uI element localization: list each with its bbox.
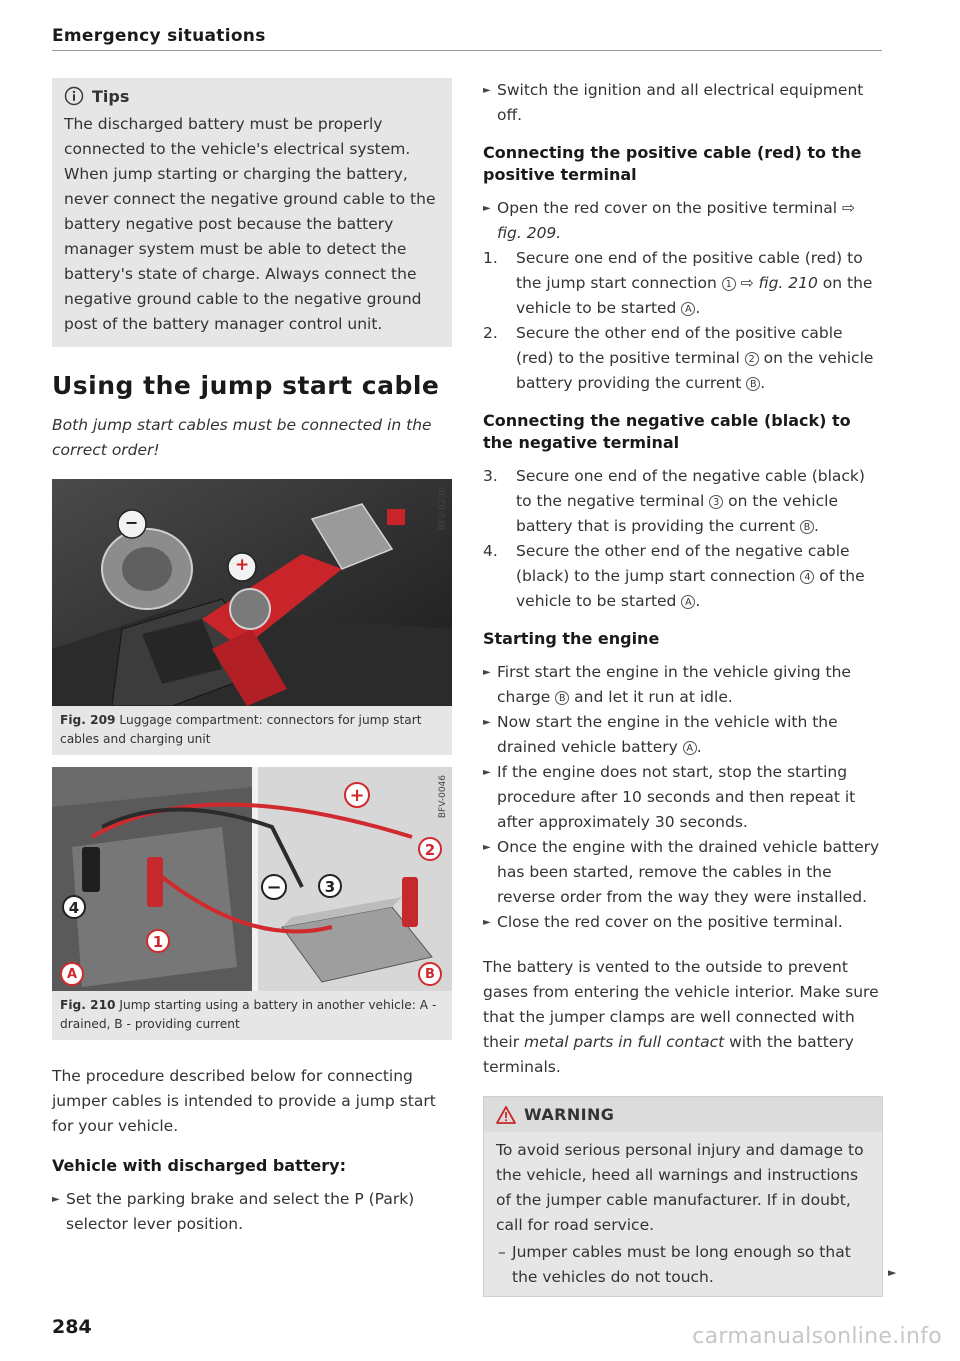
callout-a-icon: A	[681, 302, 695, 316]
jump-start-cable-connection-illustration	[52, 767, 452, 991]
start-bullet-1-text-a: First start the engine in the vehicle giving the charge	[497, 663, 851, 706]
warning-header	[484, 1097, 882, 1132]
negative-cable-heading: Connecting the negative cable (black) to the negative terminal	[483, 411, 851, 452]
right-column	[483, 78, 883, 1297]
info-icon	[64, 86, 84, 106]
step-2-number: 2.	[483, 324, 498, 342]
warning-triangle-icon	[496, 1106, 516, 1124]
callout-4-icon: 4	[800, 570, 814, 584]
step-2	[483, 321, 883, 396]
step-3-text-a: Secure one end of the negative cable (black) to the negative terminal	[516, 467, 865, 510]
figure-209-plus-label: +	[235, 555, 250, 575]
start-bullet-2-end: .	[696, 738, 702, 756]
start-bullet-1-text-b: and let it run at idle.	[569, 688, 733, 706]
warning-title: WARNING	[524, 1105, 615, 1124]
warning-dash-item: – Jumper cables must be long enough so that the vehicles do not touch.	[496, 1240, 870, 1290]
callout-b-icon: B	[800, 520, 814, 534]
vent-text-a: The battery is vented to the outside to prevent gases from entering the vehicle interior. Make sure that the jumper clamps are well connected with their	[483, 958, 879, 1051]
tips-header	[64, 86, 442, 106]
figure-209-code: BFV-0230	[438, 487, 448, 531]
start-bullet-1	[483, 660, 883, 710]
step-4-number: 4.	[483, 542, 498, 560]
step-2-text-b: on the vehicle battery providing the current	[516, 349, 874, 392]
step-1-number: 1.	[483, 249, 498, 267]
callout-b-icon: B	[555, 691, 569, 705]
step-3	[483, 464, 883, 539]
callout-2-icon: 2	[745, 352, 759, 366]
figure-210-caption-text: Jump starting using a battery in another vehicle: A - drained, B - providing current	[60, 998, 437, 1031]
step-3-text-b: on the vehicle battery that is providing the current	[516, 492, 838, 535]
figure-209-image	[52, 479, 452, 706]
figure-210-callout-4: 4	[62, 895, 86, 919]
start-bullet-4: ► Once the engine with the drained vehicle battery has been started, remove the cables in the reverse order from the way they were installed.	[483, 835, 883, 910]
step-4	[483, 539, 883, 614]
step-4-text-b: of the vehicle to be started	[516, 567, 865, 610]
callout-a-icon: A	[683, 741, 697, 755]
section-subtitle: Both jump start cables must be connected in the correct order!	[52, 416, 432, 459]
step-1-text-a: Secure one end of the positive cable (red) to the jump start connection	[516, 249, 863, 292]
figure-210-plus-label: +	[344, 782, 370, 808]
figure-210-code: BFV-0046	[438, 775, 448, 819]
tips-title: Tips	[92, 86, 130, 106]
figure-210-image	[52, 767, 452, 991]
warning-text: To avoid serious personal injury and damage to the vehicle, heed all warnings and instructions of the jumper cable manufacturer. If in doubt, call for road service.	[496, 1141, 864, 1234]
figure-210-minus-label: −	[261, 874, 287, 900]
section-heading: Using the jump start cable	[52, 371, 440, 400]
figure-209-minus-label: −	[125, 513, 139, 532]
step-4-end: .	[695, 592, 701, 610]
warning-body	[484, 1132, 882, 1296]
step-1	[483, 246, 883, 321]
red-cover-bullet	[483, 196, 883, 246]
step-1-text-b: on the vehicle to be started	[516, 274, 873, 317]
figure-209	[52, 479, 452, 755]
vent-emphasis: metal parts in full contact	[524, 1033, 725, 1051]
step-2-end: .	[760, 374, 766, 392]
figure-209-caption-text: Luggage compartment: connectors for jump start cables and charging unit	[60, 713, 422, 746]
start-bullet-3: ► If the engine does not start, stop the starting procedure after 10 seconds and then repeat it after approximately 30 seconds.	[483, 760, 883, 835]
step-3-end: .	[814, 517, 819, 535]
start-bullet-5: ► Close the red cover on the positive terminal.	[483, 910, 883, 935]
jump-start-connectors-illustration	[52, 479, 452, 706]
figure-210-caption	[52, 991, 452, 1040]
ignition-bullet: ► Switch the ignition and all electrical equipment off.	[483, 78, 883, 128]
starting-engine-heading: Starting the engine	[483, 629, 660, 648]
continue-arrow-icon: ►	[888, 1266, 897, 1279]
step-1-end: .	[695, 299, 701, 317]
figure-210-label: Fig. 210	[60, 998, 116, 1012]
callout-1-icon: 1	[722, 277, 736, 291]
positive-cable-heading: Connecting the positive cable (red) to the positive terminal	[483, 143, 862, 184]
step-4-text-a: Secure the other end of the negative cable (black) to the jump start connection	[516, 542, 850, 585]
figure-210	[52, 767, 452, 1040]
callout-3-icon: 3	[709, 495, 723, 509]
figure-209-label: Fig. 209	[60, 713, 116, 727]
parking-brake-bullet: ► Set the parking brake and select the P (Park) selector lever position.	[52, 1187, 452, 1237]
step-3-number: 3.	[483, 467, 498, 485]
callout-b-icon: B	[746, 377, 760, 391]
page-header-title: Emergency situations	[52, 26, 266, 46]
warning-box	[483, 1096, 883, 1297]
red-cover-text: Open the red cover on the positive terminal	[497, 199, 843, 217]
start-bullet-2	[483, 710, 883, 760]
fig-209-reference[interactable]: ⇨ fig. 209.	[497, 199, 856, 242]
figure-210-callout-2: 2	[418, 837, 442, 861]
vent-paragraph	[483, 955, 883, 1080]
intro-paragraph: The procedure described below for connecting jumper cables is intended to provide a jump start for your vehicle.	[52, 1067, 436, 1135]
start-bullet-2-text: Now start the engine in the vehicle with the drained vehicle battery	[497, 713, 838, 756]
tips-text: The discharged battery must be properly connected to the vehicle's electrical system. When jump starting or charging the battery, never connect the negative ground cable to the battery negative post because the battery manager system must be able to detect the battery's state of charge. Always connect the negative ground cable to the negative ground post of the battery manager control unit.	[64, 115, 436, 333]
watermark: carmanualsonline.info	[692, 1324, 942, 1349]
figure-210-vehicle-a: A	[60, 962, 84, 986]
vent-text-b: with the battery terminals.	[483, 1033, 854, 1076]
left-column	[52, 78, 452, 1237]
step-2-text-a: Secure the other end of the positive cable (red) to the positive terminal	[516, 324, 843, 367]
figure-209-caption	[52, 706, 452, 755]
callout-a-icon: A	[681, 595, 695, 609]
fig-210-reference[interactable]: ⇨ fig. 210	[735, 274, 818, 292]
vehicle-discharged-heading: Vehicle with discharged battery:	[52, 1156, 346, 1175]
tips-box	[52, 78, 452, 347]
page-number: 284	[52, 1316, 92, 1338]
figure-210-vehicle-b: B	[418, 962, 442, 986]
figure-210-callout-3: 3	[318, 874, 342, 898]
figure-210-callout-1: 1	[146, 929, 170, 953]
header-divider	[52, 50, 882, 51]
